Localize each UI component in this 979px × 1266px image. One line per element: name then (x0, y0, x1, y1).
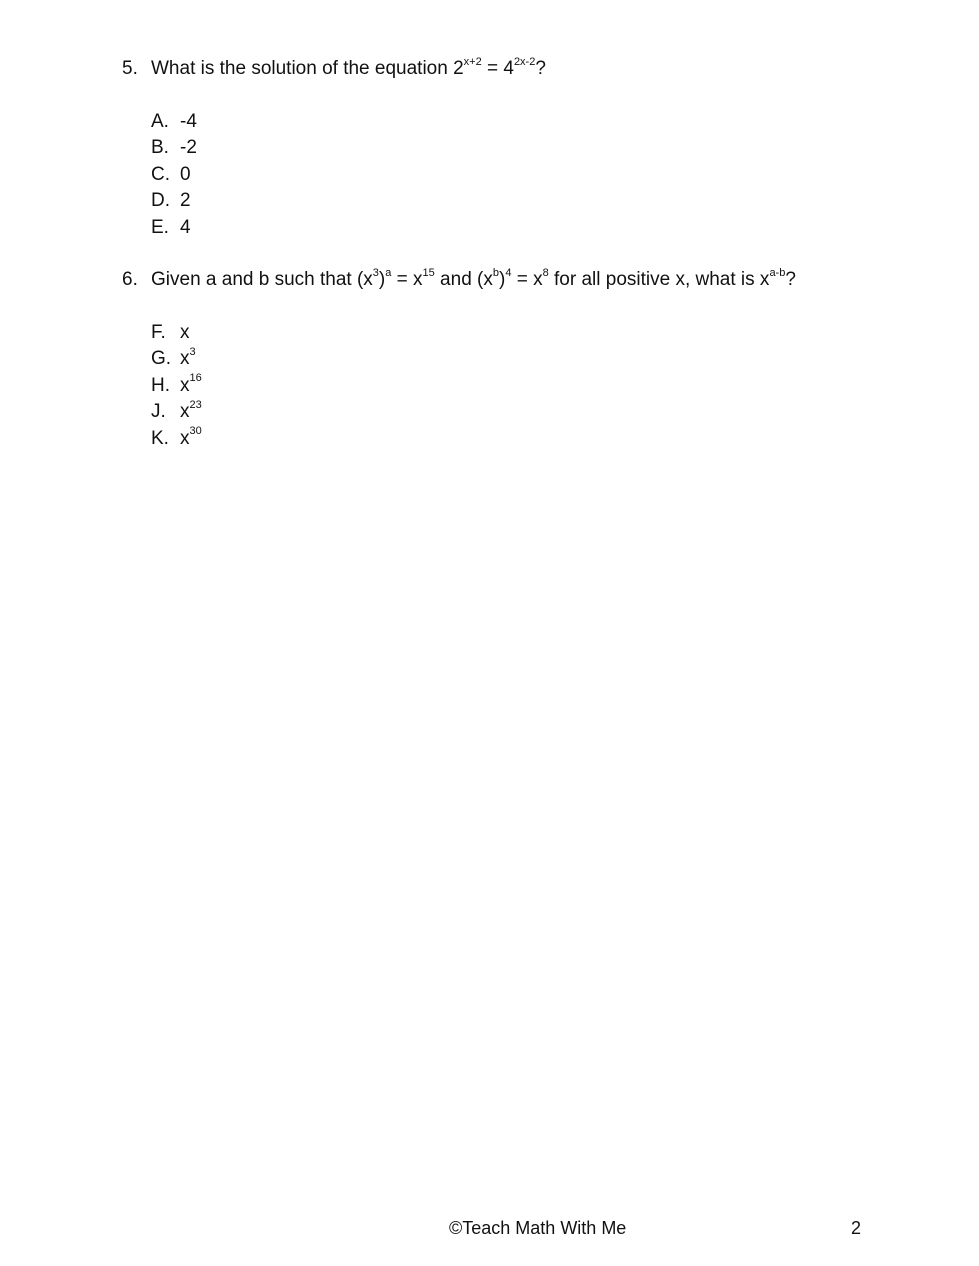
choice-c: C. 0 (151, 163, 191, 185)
choice-b: B. -2 (151, 137, 197, 159)
choice-k: K. $x^{30}$ (151, 425, 202, 449)
footer-copyright: ©Teach Math With Me (449, 1218, 627, 1238)
answer-choices-6 (151, 320, 202, 452)
question-number: 5. (122, 58, 138, 79)
choice-h: H. $x^{16}$ (151, 372, 202, 396)
choice-a: A. -4 (151, 111, 197, 132)
choice-e: E. 4 (151, 216, 191, 238)
choice-d: D. 2 (151, 190, 191, 212)
question-text: Given a and b such that $(x^3)^a = x^{15}$ and $(x^b)^4 = x^8$ for all positive x, what is $x^{a-b}$? (151, 266, 796, 290)
question-6 (122, 268, 796, 292)
page-number: 2 (851, 1218, 862, 1238)
choice-j: J. $x^{23}$ (151, 398, 202, 423)
question-5 (122, 57, 546, 81)
choice-f: F. x (151, 322, 190, 343)
question-number: 6. (122, 269, 138, 290)
answer-choices-5 (151, 109, 197, 241)
choice-g: G. $x^3$ (151, 346, 196, 370)
question-text: What is the solution of the equation $2^{x+2} = 4^{2x-2}$? (151, 55, 546, 79)
